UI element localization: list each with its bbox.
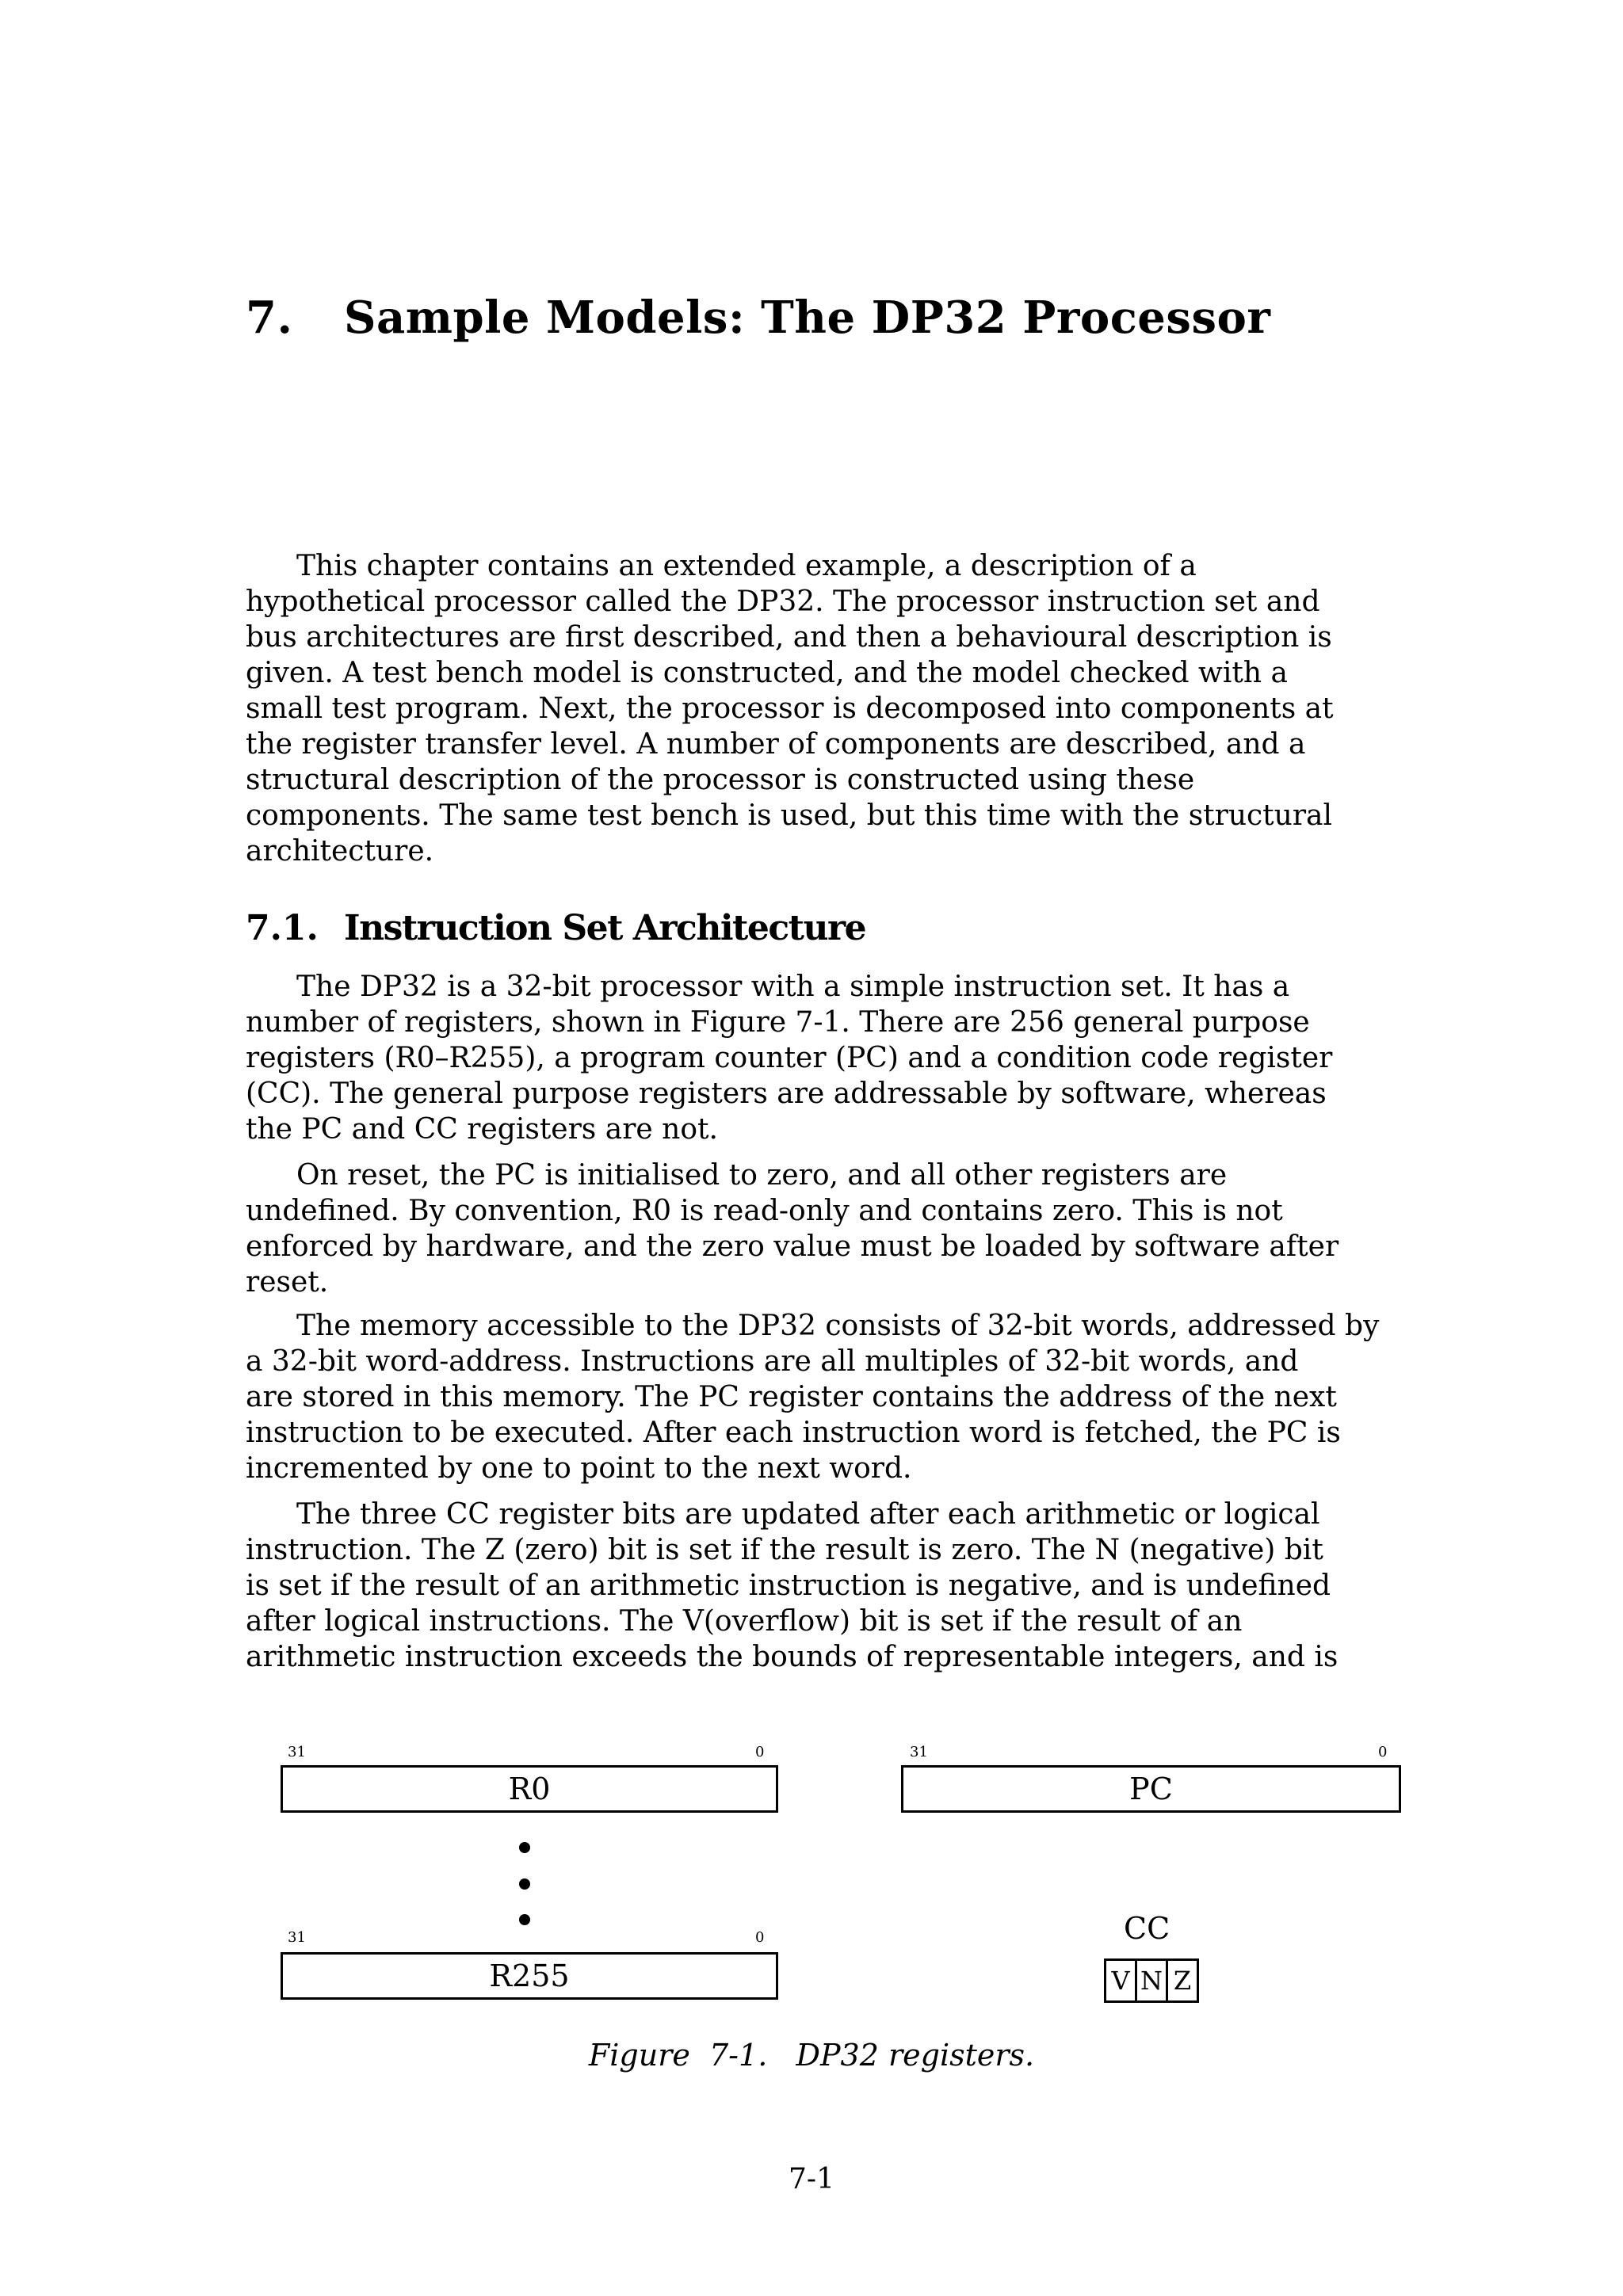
intro-line: given. A test bench model is constructed, and the model checked with a: [246, 657, 1288, 689]
chapter-title-text: Sample Models: The DP32 Processor: [344, 292, 1271, 344]
ellipsis-dot: [519, 1878, 530, 1890]
figure-caption: Figure 7-1. DP32 registers.: [588, 2038, 1035, 2073]
intro-line: structural description of the processor is constructed using these: [246, 764, 1195, 796]
cc-bit-v: V: [1104, 1958, 1137, 2003]
paragraph-condition-codes: [246, 1497, 1434, 1675]
r255-lsb-label: 0: [755, 1929, 765, 1946]
paragraph-line: reset.: [246, 1266, 329, 1299]
paragraph-line: The DP32 is a 32-bit processor with a simple instruction set. It has a: [296, 971, 1290, 1003]
register-r0: R0: [281, 1765, 778, 1813]
r255-msb-label: 31: [288, 1929, 306, 1946]
section-heading: [246, 908, 865, 948]
paragraph-line: enforced by hardware, and the zero value must be loaded by software after: [246, 1230, 1339, 1263]
paragraph-line: is set if the result of an arithmetic instruction is negative, and is undefined: [246, 1569, 1331, 1602]
page-number: 7-1: [789, 2163, 834, 2195]
intro-line: small test program. Next, the processor is decomposed into components at: [246, 692, 1334, 725]
ellipsis-dot: [519, 1842, 530, 1853]
intro-paragraph: [246, 548, 1434, 869]
section-title-text: Instruction Set Architecture: [344, 908, 866, 948]
register-pc: PC: [901, 1765, 1401, 1813]
paragraph-line: number of registers, shown in Figure 7-1. There are 256 general purpose: [246, 1006, 1310, 1039]
intro-line: hypothetical processor called the DP32. The processor instruction set and: [246, 585, 1320, 618]
paragraph-line: arithmetic instruction exceeds the bounds of representable integers, and is: [246, 1641, 1338, 1673]
intro-line: This chapter contains an extended example, a description of a: [296, 550, 1197, 582]
paragraph-line: instruction. The Z (zero) bit is set if the result is zero. The N (negative) bit: [246, 1534, 1323, 1566]
pc-msb-label: 31: [910, 1744, 928, 1760]
r0-msb-label: 31: [288, 1744, 306, 1760]
paragraph-line: are stored in this memory. The PC register contains the address of the next: [246, 1381, 1337, 1413]
paragraph-line: (CC). The general purpose registers are addressable by software, whereas: [246, 1077, 1327, 1110]
pc-lsb-label: 0: [1378, 1744, 1388, 1760]
paragraph-line: a 32-bit word-address. Instructions are all multiples of 32-bit words, and: [246, 1345, 1299, 1378]
r0-lsb-label: 0: [755, 1744, 765, 1760]
paragraph-line: The three CC register bits are updated after each arithmetic or logical: [296, 1498, 1320, 1531]
cc-label: CC: [1124, 1911, 1170, 1946]
paragraph-line: undefined. By convention, R0 is read-only and contains zero. This is not: [246, 1195, 1283, 1227]
paragraph-line: the PC and CC registers are not.: [246, 1113, 718, 1146]
chapter-title: [246, 292, 1270, 344]
cc-bit-z: Z: [1166, 1958, 1199, 2003]
intro-line: bus architectures are first described, and then a behavioural description is: [246, 621, 1332, 654]
paragraph-line: incremented by one to point to the next word.: [246, 1452, 912, 1485]
paragraph-line: instruction to be executed. After each instruction word is fetched, the PC is: [246, 1417, 1341, 1449]
cc-bit-n: N: [1135, 1958, 1168, 2003]
paragraph-line: On reset, the PC is initialised to zero, and all other registers are: [296, 1159, 1228, 1192]
chapter-number: 7.: [246, 292, 293, 344]
intro-line: the register transfer level. A number of components are described, and a: [246, 728, 1306, 761]
paragraph-registers: [246, 969, 1434, 1147]
section-number: 7.1.: [246, 908, 319, 948]
intro-line: components. The same test bench is used, but this time with the structural: [246, 799, 1333, 832]
paragraph-reset: [246, 1158, 1434, 1300]
paragraph-line: after logical instructions. The V(overflow) bit is set if the result of an: [246, 1605, 1243, 1638]
ellipsis-dot: [519, 1914, 530, 1925]
paragraph-line: registers (R0–R255), a program counter (PC) and a condition code register: [246, 1042, 1333, 1074]
paragraph-line: The memory accessible to the DP32 consists of 32-bit words, addressed by: [296, 1310, 1380, 1342]
paragraph-memory: [246, 1308, 1434, 1486]
register-r255: R255: [281, 1952, 778, 2000]
intro-line: architecture.: [246, 835, 434, 868]
